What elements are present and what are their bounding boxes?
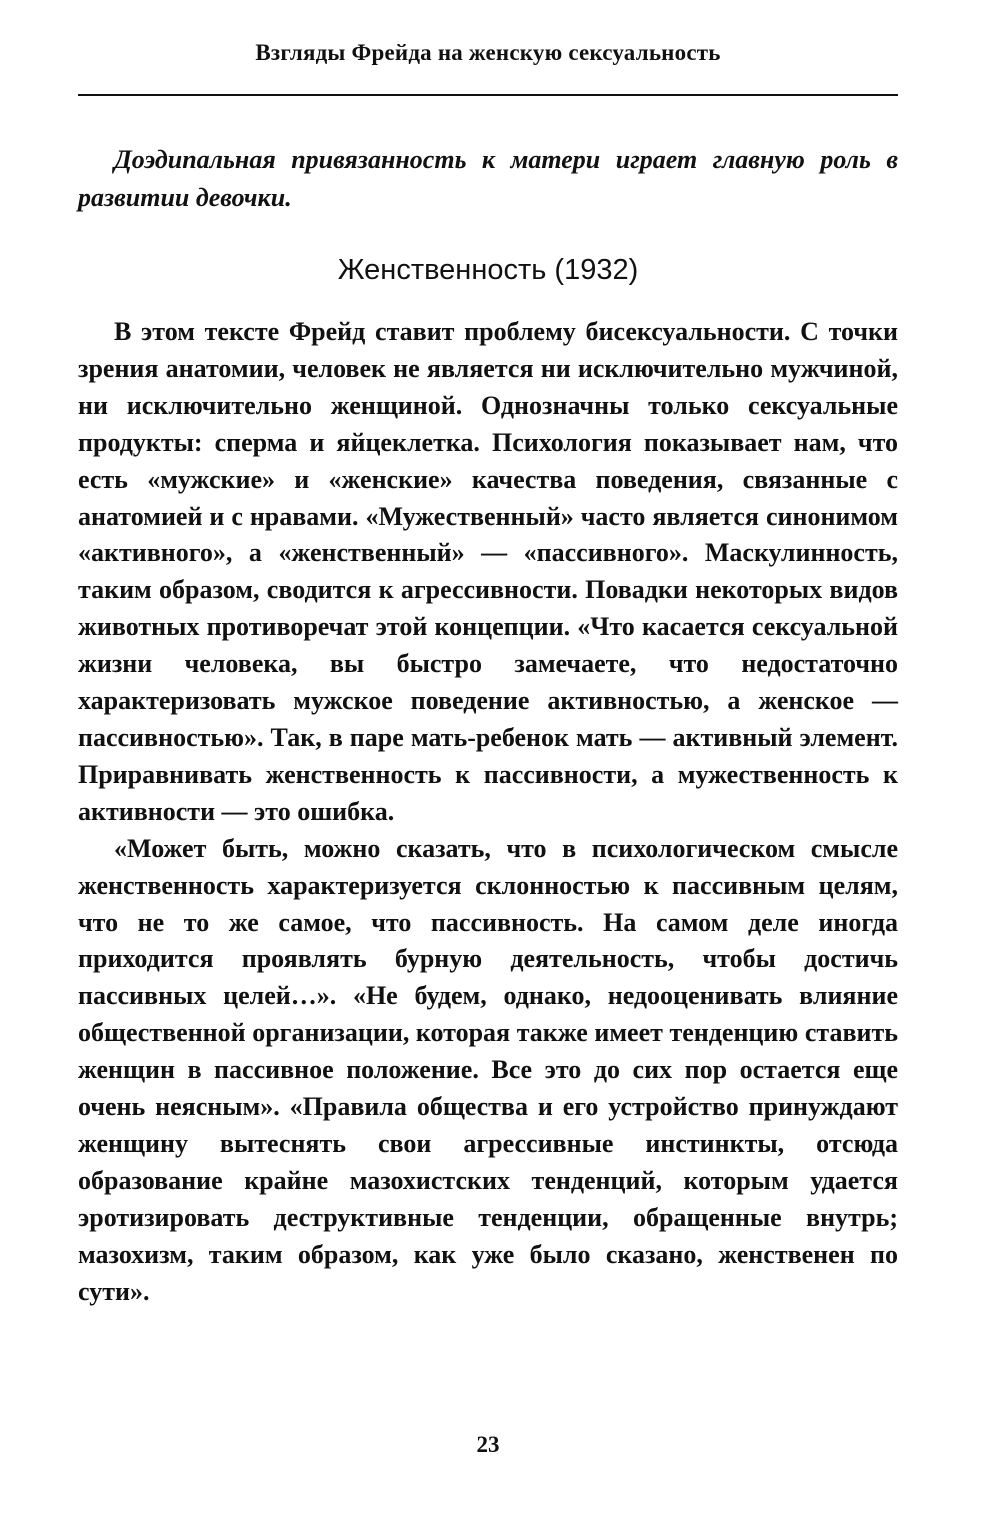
running-header: Взгляды Фрейда на женскую сексуальность [255, 40, 721, 65]
header-rule [78, 94, 898, 96]
paragraph: В этом тексте Фрейд ставит проблему бисексуальности. С точки зрения анатомии, человек не является ни исключительно мужчиной, ни исключительно женщиной. Однозначны только сексуальные продукты: сперма и яйцеклетка. Психология показывает нам, что есть «мужские» и «женские» качества поведения, связанные с анатомией и с нравами. «Мужественный» часто является синонимом «активного», а «женственный» — «пассивного». Маскулинность, таким образом, сводится к агрессивности. Повадки некоторых видов животных противоречат этой концепции. «Что касается сексуальной жизни человека, вы быстро замечаете, что недостаточно характеризовать мужское поведение активностью, а женское — пассивностью». Так, в паре мать-ребенок мать — активный элемент. Приравнивать женственность к пассивности, а мужественность к активности — это ошибка. [78, 317, 898, 826]
lead-italic-statement: Доэдипальная привязанность к матери играет главную роль в развитии девочки. [78, 145, 898, 212]
page-number: 23 [476, 1432, 500, 1457]
paragraph: «Может быть, можно сказать, что в психологическом смысле женственность характеризуется склонностью к пассивным целям, что не то же самое, что пассивность. На самом деле иногда приходится проявлять бурную деятельность, чтобы достичь пассивных целей…». «Не будем, однако, недооценивать влияние общественной организации, которая также имеет тенденцию ставить женщин в пассивное положение. Все это до сих пор остается еще очень неясным». «Правила общества и его устройство принуждают женщину вытеснять свои агрессивные инстинкты, отсюда образование крайне мазохистских тенденций, которым удается эротизировать деструктивные тенденции, обращенные внутрь; мазохизм, таким образом, как уже было сказано, женственен по сути». [78, 833, 898, 1306]
body-text [78, 314, 898, 1310]
section-title: Женственность (1932) [337, 254, 639, 286]
